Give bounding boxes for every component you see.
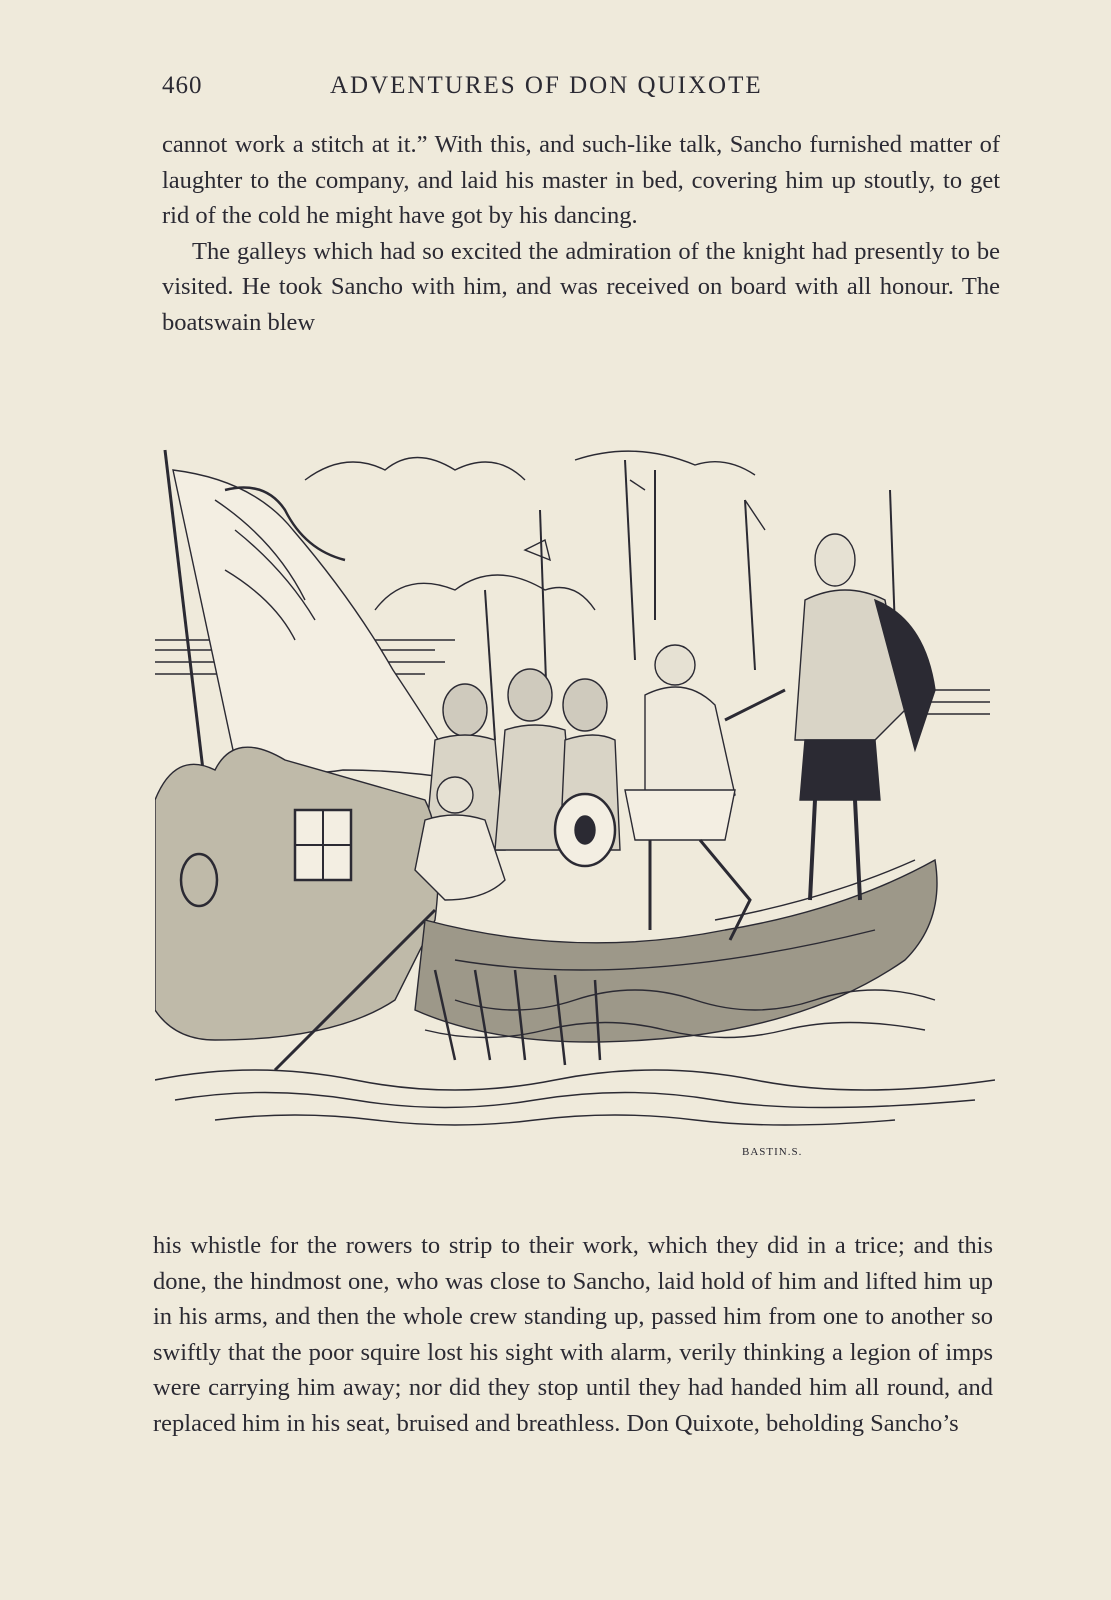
paragraph-galleys: The galleys which had so excited the admiration of the knight had presently to be visited. He took Sancho with him, and was received on board with all honour. The boatswain blew (162, 237, 1000, 336)
halberd (745, 500, 755, 670)
top-text-block (162, 127, 1000, 340)
bottom-text-block (153, 1228, 993, 1441)
rower (437, 777, 473, 813)
flag (173, 470, 463, 780)
galley-stern (155, 747, 438, 1040)
artist-signature: BASTIN.S. (742, 1146, 803, 1158)
galley-scene-drawing (155, 440, 995, 1160)
cloud (305, 458, 525, 481)
sancho-figure (655, 645, 695, 685)
don-quixote-figure (815, 534, 855, 586)
running-title: ADVENTURES OF DON QUIXOTE (330, 72, 763, 99)
water (155, 1070, 995, 1090)
soldier (563, 679, 607, 731)
paragraph-rowers: his whistle for the rowers to strip to their work, which they did in a trice; and this done, the hindmost one, who was close to Sancho, laid hold of him and lifted him up in his arms, and then the whole crew standing up, passed him from one to another so swiftly that the poor squire lost his sight with alarm, verily thinking a legion of imps were carrying him away; nor did they stop until they had handed him all round, and replaced him in his seat, bruised and breathless. Don Quixote, beholding Sancho’s (153, 1232, 993, 1437)
paragraph-continuation: cannot work a stitch at it.” With this, and such-like talk, Sancho furnished matter of laughter to the company, and laid his master in bed, covering him up stoutly, to get rid of the cold he might have got by his dancing. (162, 131, 1000, 229)
page-header (162, 72, 1000, 112)
soldier (443, 684, 487, 736)
soldier (508, 669, 552, 721)
cloud (575, 451, 755, 475)
page-number: 460 (162, 72, 203, 99)
engraving-illustration (155, 440, 995, 1160)
halberd (625, 460, 635, 660)
